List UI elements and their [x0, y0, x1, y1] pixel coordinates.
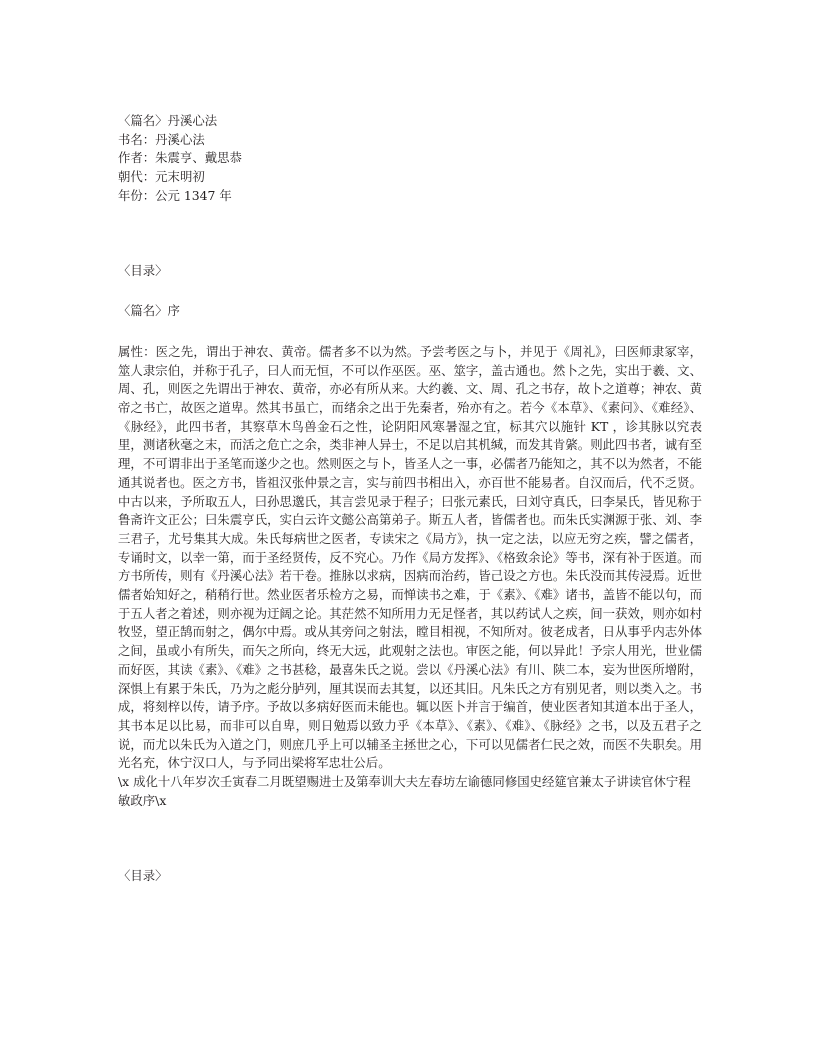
preface-body-paragraph — [118, 343, 702, 811]
toc-marker-top: 〈目录〉 — [118, 262, 168, 278]
preface-body-text: 属性：医之先，谓出于神农、黄帝。儒者多不以为然。予尝考医之与卜，并见于《周礼》，曰医师隶冢宰，筮人隶宗伯，并称于孔子，曰人而无恒，不可以作巫医。巫、筮字，盖古通也。然卜之先，实出于羲、文、周、孔，则医之先谓出于神农、黄帝，亦必有所从来。大约羲、文、周、孔之书存，故卜之道尊；神农、黄帝之书亡，故医之道卑。然其书虽亡，而绪余之出于先秦者，殆亦有之。若今《本草》、《素问》、《难经》、《脉经》，此四书者，其察草木鸟兽金石之性，论阴阳风寒暑湿之宜，标其穴以施针 KT ，诊其脉以究表里，测诸秋毫之末，而活之危亡之余，类非神人异士，不足以启其机缄，而发其肯綮。则此四书者，诚有至理，不可谓非出于圣笔而遂少之也。然则医之与卜，皆圣人之一事，必儒者乃能知之，其不以为然者，不能通其说者也。医之方书，皆祖汉张仲景之言，实与前四书相出入，亦百世不能易者。自汉而后，代不乏贤。中古以来，予所取五人，曰孙思邈氏，其言尝见录于程子；曰张元素氏，曰刘守真氏，曰李杲氏，皆见称于鲁斋许文正公；曰朱震亨氏，实白云许文懿公高第弟子。斯五人者，皆儒者也。而朱氏实渊源于张、刘、李三君子，尤号集其大成。朱氏每病世之医者，专读宋之《局方》，执一定之法，以应无穷之疾，譬之儒者，专诵时文，以幸一第，而于圣经贤传，反不究心。乃作《局方发挥》、《格致余论》等书，深有补于医道。而方书所传，则有《丹溪心法》若干卷。推脉以求病，因病而治药，皆己设之方也。朱氏没而其传浸焉。近世儒者始知好之，稍稍行世。然业医者乐检方之易，而惮读书之难，于《素》、《难》诸书，盖皆不能以句，而于五人者之着述，则亦视为迂阔之论。其茫然不知所用力无足怪者，其以药试人之疾，间一获效，则亦如村 牧竖，望正鹄而射之，偶尔中焉。或从其旁问之射法，瞠目相视，不知所对。彼老成者，日从事乎内志外体之间，虽或小有所失，而矢之所向，终无大远，此观射之法也。审医之能，何以异此！予宗人用光，世业儒而好医，其读《素》、《难》之书甚稔，最喜朱氏之说。尝以《丹溪心法》有川、陕二本，妄为世医所增附，深惧上有累于朱氏，乃为之彪分胪列，厘其误而去其复，以还其旧。凡朱氏之方有别见者，则以类入之。书成，将刻梓以传，请予序。予故以多病好医而未能也。辄以医卜并言于编首，使业医者知其道本出于圣人，其书本足以比易，而非可以自卑，则日勉焉以致力乎《本草》、《素》、《难》、《脉经》之书，以及五君子之说，而尤以朱氏为入道之门，则庶几乎上可以辅圣主拯世之心，下可以见儒者仁民之效，而医不失职矣。用光名充，休宁汉口人，与予同出梁将军忠壮公后。 — [118, 343, 702, 771]
document-content — [118, 112, 702, 885]
spacer-before-toc — [118, 206, 702, 262]
book-dynasty-line: 朝代：元末明初 — [118, 169, 205, 185]
spacer-before-bottom-toc — [118, 811, 702, 867]
spacer-before-preface-marker — [118, 280, 702, 302]
document-masthead — [118, 112, 702, 206]
book-year-line: 年份：公元 1347 年 — [118, 187, 232, 203]
section-marker-title: 〈篇名〉丹溪心法 — [118, 113, 218, 128]
preface-section-marker: 〈篇名〉序 — [118, 303, 180, 319]
book-author-line: 作者：朱震亨、戴思恭 — [118, 150, 242, 166]
book-title-line: 书名：丹溪心法 — [118, 131, 205, 147]
spacer-before-body — [118, 321, 702, 343]
toc-marker-bottom: 〈目录〉 — [118, 867, 168, 883]
preface-colophon-line: \x 成化十八年岁次壬寅春二月既望赐进士及第奉训大夫左春坊左谕德同修国史经筵官兼太子讲读官休宁程敏政序\x — [118, 774, 691, 808]
